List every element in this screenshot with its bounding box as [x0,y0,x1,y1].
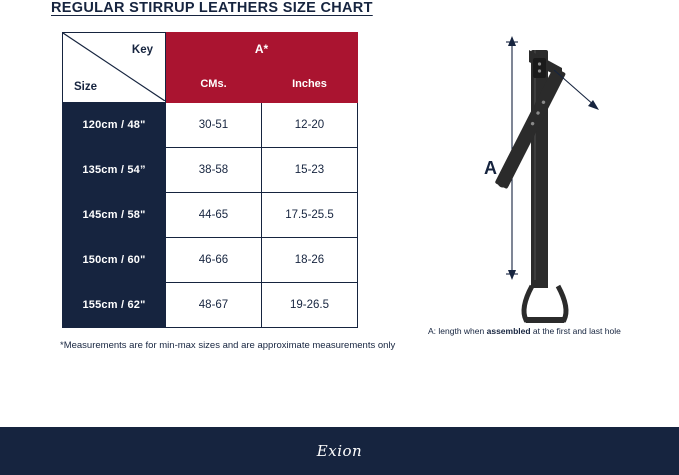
subheader-cms: CMs. [166,66,262,103]
table-corner-cell [63,33,166,103]
row-size-label: 150cm / 60" [63,238,166,283]
table-row [63,103,358,148]
corner-key-label: Key [131,44,153,56]
row-size-label: 135cm / 54” [63,148,166,193]
measurement-footnote: *Measurements are for min-max sizes and are approximate measurements only [60,340,396,351]
size-chart-table [62,32,358,328]
row-size-label: 155cm / 62" [63,283,166,328]
table-row [63,148,358,193]
row-size-label: 120cm / 48" [63,103,166,148]
row-size-label: 145cm / 58" [63,193,166,238]
row-inches-value: 15-23 [262,148,358,193]
table-header-row [63,33,358,66]
row-inches-value: 18-26 [262,238,358,283]
size-chart-table-wrapper [62,32,358,328]
row-cms-value: 38-58 [166,148,262,193]
table-row [63,283,358,328]
stirrup-leather-diagram [430,28,660,328]
footer-bar [0,427,679,475]
table-row [63,193,358,238]
table-row [63,238,358,283]
row-cms-value: 30-51 [166,103,262,148]
caption-suffix: at the first and last hole [530,326,621,336]
row-cms-value: 46-66 [166,238,262,283]
row-inches-value: 17.5-25.5 [262,193,358,238]
row-inches-value: 19-26.5 [262,283,358,328]
page-title: REGULAR STIRRUP LEATHERS SIZE CHART [51,0,373,16]
corner-size-label: Size [74,81,98,93]
brand-logo: Exion [316,442,363,460]
row-inches-value: 12-20 [262,103,358,148]
measurement-a-label: A [484,158,497,178]
subheader-inches: Inches [262,66,358,103]
caption-bold: assembled [486,326,531,336]
group-header-a: A* [166,33,358,66]
stirrup-leather-illustration [430,28,660,328]
row-cms-value: 44-65 [166,193,262,238]
caption-prefix: A: length when [428,326,487,336]
diagram-caption [428,326,621,336]
row-cms-value: 48-67 [166,283,262,328]
